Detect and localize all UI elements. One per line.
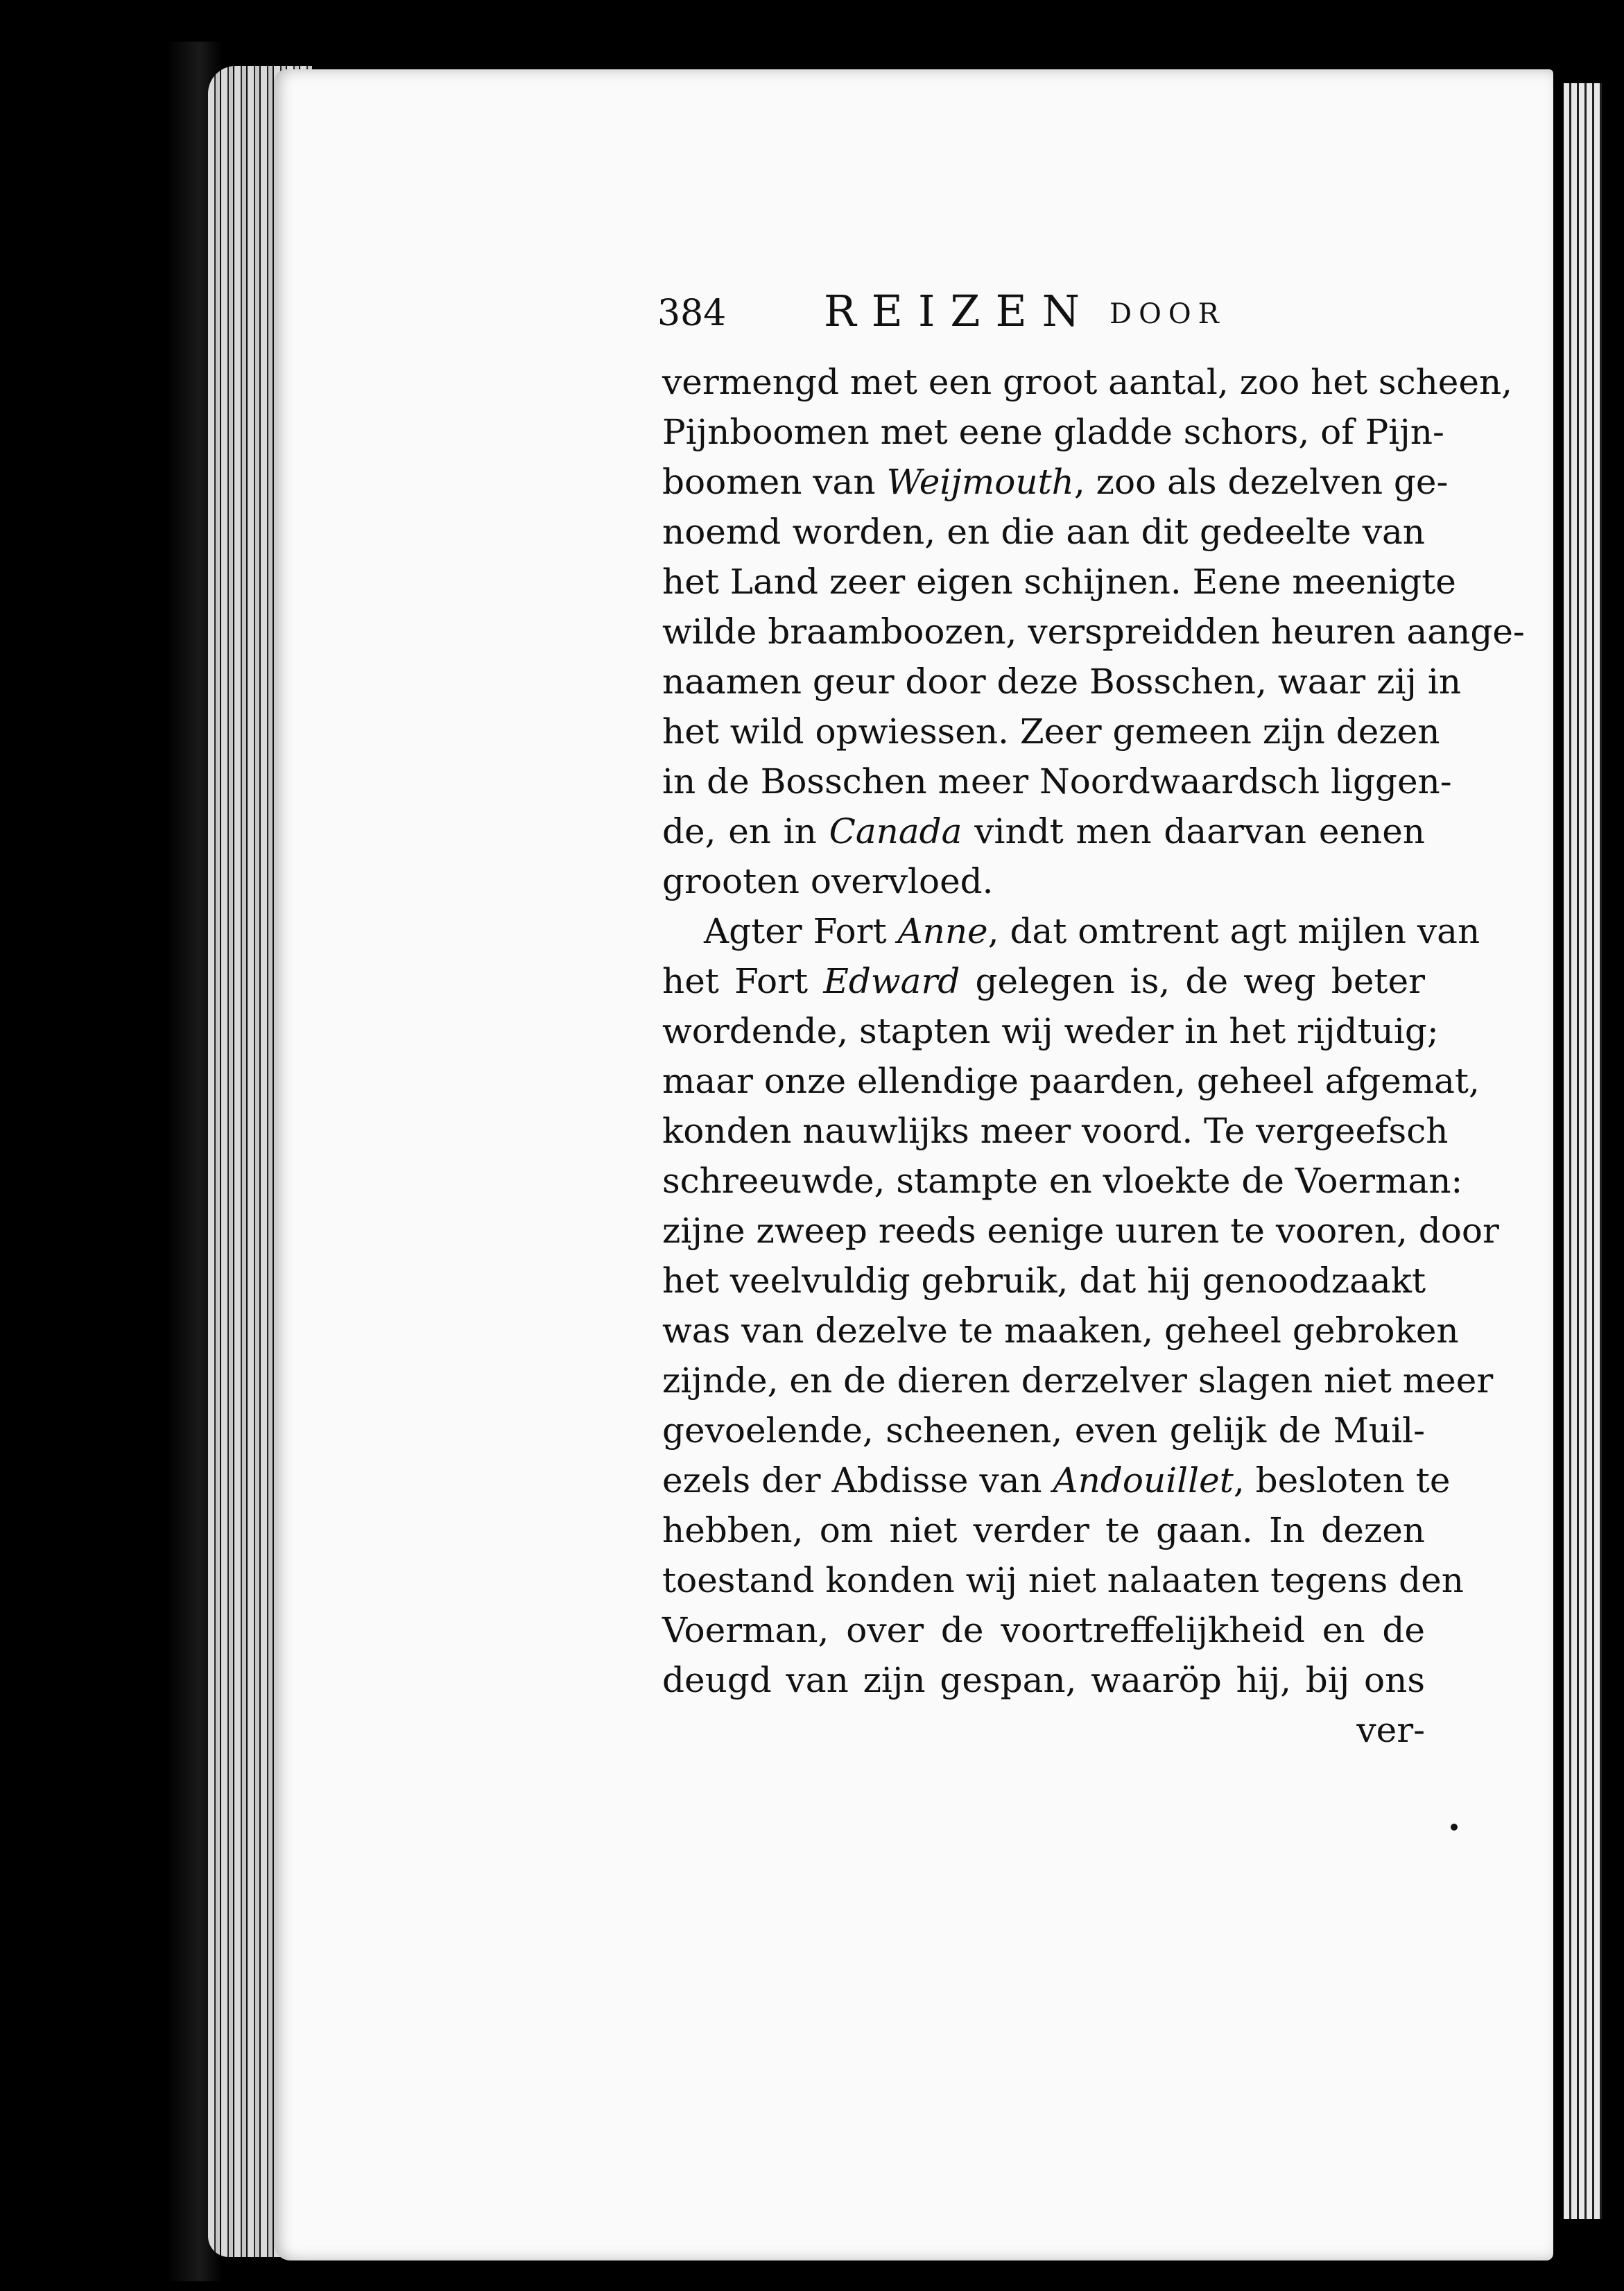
running-title-continuation: DOOR <box>1109 298 1226 330</box>
text-line: de, en in Canada vindt men daarvan eenen <box>662 811 1426 851</box>
text-line: zijnde, en de dieren derzelver slagen niet meer <box>662 1360 1494 1401</box>
text-line: Agter Fort Anne, dat omtrent agt mijlen van <box>704 911 1480 951</box>
text-line: het wild opwiessen. Zeer gemeen zijn dezen <box>662 711 1440 752</box>
text-line: maar onze ellendige paarden, geheel afgemat, <box>662 1061 1480 1101</box>
catchword: ver- <box>1356 1710 1425 1750</box>
text-line: het Fort Edward gelegen is, de weg beter <box>662 961 1425 1001</box>
page-edges-right <box>1564 83 1602 2219</box>
text-line: vermengd met een groot aantal, zoo het scheen, <box>662 362 1513 402</box>
text-line: naamen geur door deze Bosschen, waar zij in <box>662 662 1462 702</box>
text-line: het veelvuldig gebruik, dat hij genoodzaakt <box>662 1261 1426 1301</box>
text-line: wilde braamboozen, verspreidden heuren aange- <box>662 612 1525 652</box>
page-header <box>657 279 1268 334</box>
text-line: wordende, stapten wij weder in het rijdtuig; <box>662 1011 1439 1051</box>
text-line: Voerman, over de voortreffelijkheid en de <box>662 1610 1425 1650</box>
body-text <box>662 357 1525 1755</box>
text-line: schreeuwde, stampte en vloekte de Voerman: <box>662 1161 1463 1201</box>
page-number: 384 <box>657 293 727 334</box>
text-line: in de Bosschen meer Noordwaardsch liggen- <box>662 761 1452 802</box>
text-line: hebben, om niet verder te gaan. In dezen <box>662 1510 1425 1550</box>
text-line: boomen van Weijmouth, zoo als dezelven ge- <box>662 462 1449 502</box>
running-title: REIZEN <box>824 286 1096 336</box>
text-line: noemd worden, en die aan dit gedeelte van <box>662 512 1425 552</box>
text-line: deugd van zijn gespan, waaröp hij, bij ons <box>662 1660 1425 1700</box>
text-line: het Land zeer eigen schijnen. Eene meenigte <box>662 562 1456 602</box>
text-line: Pijnboomen met eene gladde schors, of Pijn- <box>662 412 1444 452</box>
text-line: gevoelende, scheenen, even gelijk de Muil- <box>662 1410 1425 1451</box>
text-line: was van dezelve te maaken, geheel gebroken <box>662 1311 1459 1351</box>
text-line: toestand konden wij niet nalaaten tegens den <box>662 1560 1464 1600</box>
text-line: zijne zweep reeds eenige uuren te vooren, door <box>662 1211 1499 1251</box>
text-line: grooten overvloed. <box>662 861 994 901</box>
text-line: konden nauwlijks meer voord. Te vergeefsch <box>662 1111 1449 1151</box>
text-line: ezels der Abdisse van Andouillet, besloten te <box>662 1460 1451 1501</box>
ink-speck <box>1451 1824 1458 1831</box>
